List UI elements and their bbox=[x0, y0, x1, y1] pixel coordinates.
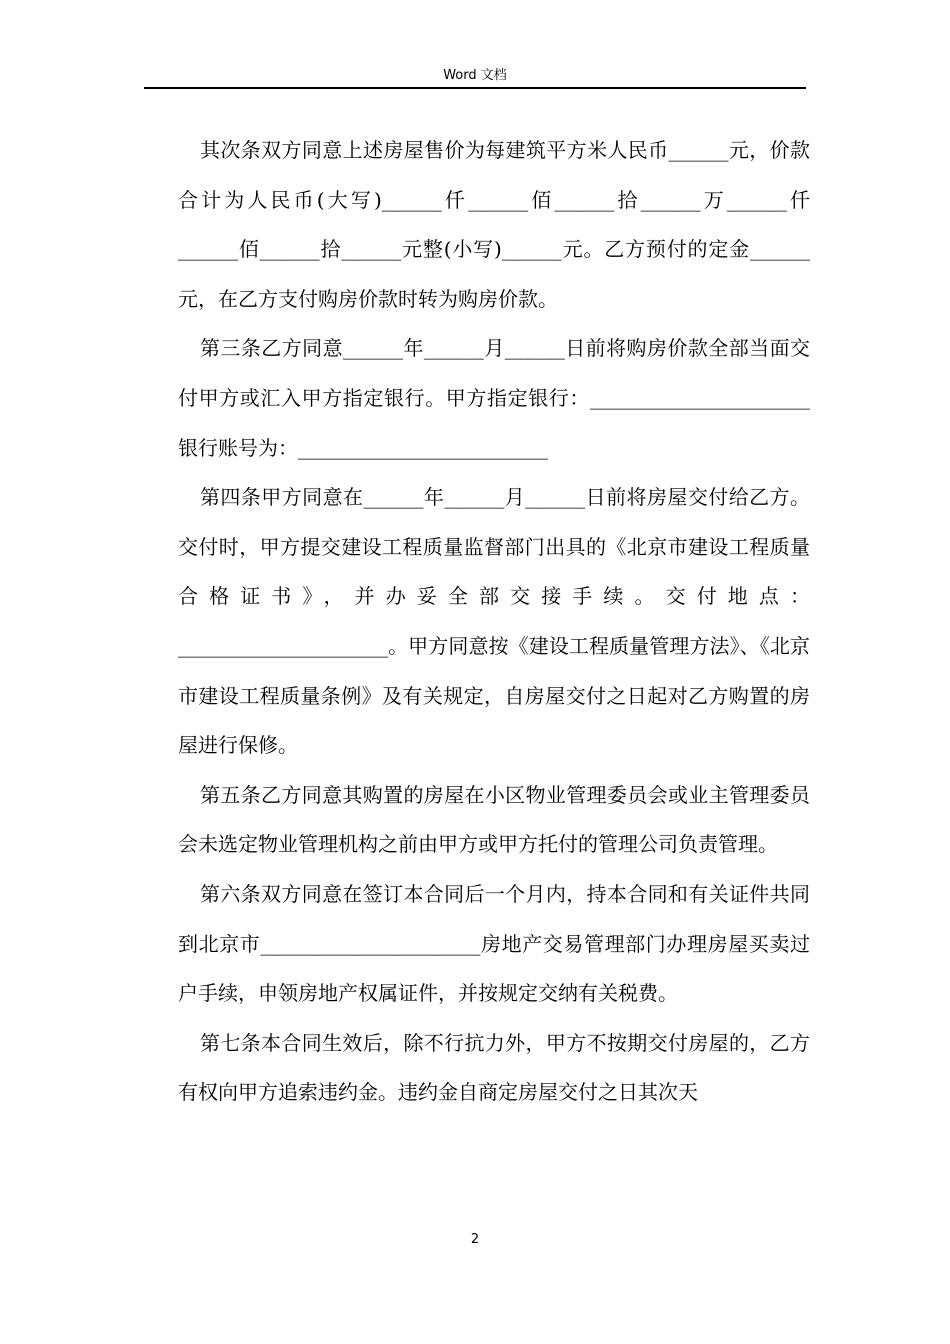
paragraph-price: 其次条双方同意上述房屋售价为每建筑平方米人民币______元，价款合计为人民币(大写)______仟______佰______拾______万______仟______佰______拾______元整(小写)______元。乙方预付的定金______元，在乙方支付购房价款时转为购房价款。 bbox=[178, 138, 810, 311]
paragraph-article-5: 第五条乙方同意其购置的房屋在小区物业管理委员会或业主管理委员会未选定物业管理机构之前由甲方或甲方托付的管理公司负责管理。 bbox=[178, 782, 810, 857]
paragraph-article-7: 第七条本合同生效后，除不行抗力外，甲方不按期交付房屋的，乙方有权向甲方追索违约金。违约金自商定房屋交付之日其次天 bbox=[178, 1030, 810, 1105]
header-divider bbox=[144, 87, 806, 89]
page-number: 2 bbox=[470, 1232, 480, 1247]
paragraph-article-6: 第六条双方同意在签订本合同后一个月内，持本合同和有关证件共同到北京市______________________房地产交易管理部门办理房屋买卖过户手续，申领房地产权属证件，并按规定交纳有关税费。 bbox=[178, 881, 810, 1006]
paragraph-article-4: 第四条甲方同意在______年______月______日前将房屋交付给乙方。交付时，甲方提交建设工程质量监督部门出具的《北京市建设工程质量合格证书》，并办妥全部交接手续。交付地点：_____________________。甲方同意按《建设工程质量管理方法》、《北京市建设工程质量条例》及有关规定，自房屋交付之日起对乙方购置的房屋进行保修。 bbox=[178, 485, 810, 758]
page-header-title: Word 文档 bbox=[443, 68, 507, 83]
paragraph-article-3: 第三条乙方同意______年______月______日前将购房价款全部当面交付甲方或汇入甲方指定银行。甲方指定银行：______________________银行账号为：_________________________ bbox=[178, 336, 810, 460]
document-body bbox=[178, 126, 810, 1118]
